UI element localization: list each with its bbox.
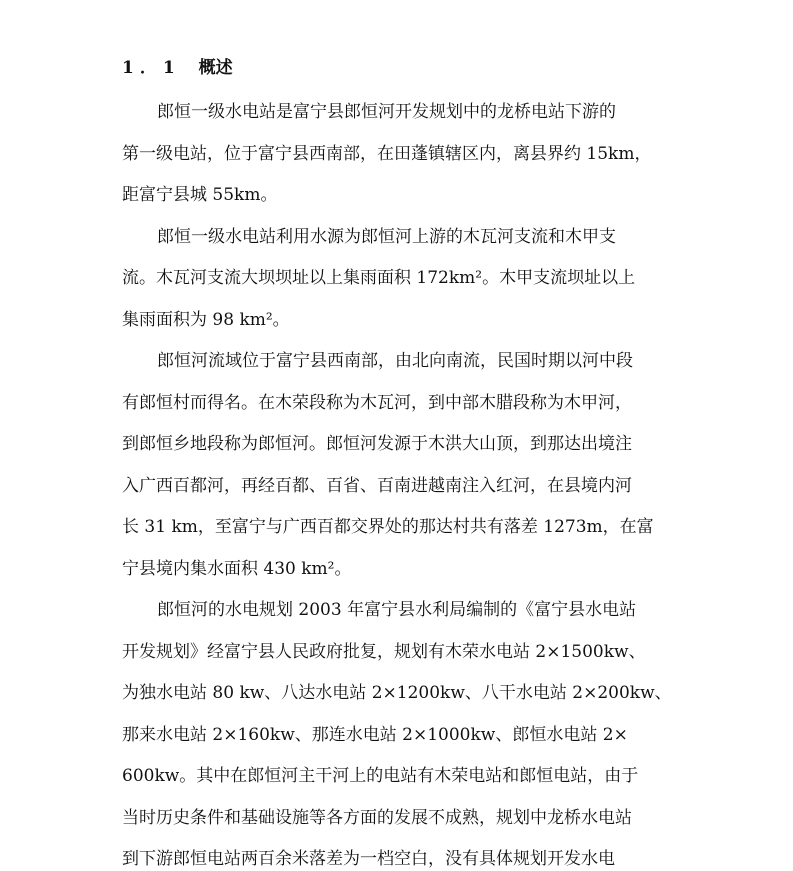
text-line: 到下游郎恒电站两百余米落差为一档空白，没有具体规划开发水电 — [122, 849, 615, 869]
text-line: 距富宁县城 55km。 — [122, 185, 278, 205]
text-line: 开发规划》经富宁县人民政府批复，规划有木荣水电站 2×1500kw、 — [122, 641, 646, 662]
text-line: 有郎恒村而得名。在木荣段称为木瓦河，到中部木腊段称为木甲河， — [122, 392, 632, 413]
text-line: 郎恒河流域位于富宁县西南部，由北向南流，民国时期以河中段 — [157, 351, 633, 371]
text-line: 那来水电站 2×160kw、那连水电站 2×1000kw、郎恒水电站 2× — [122, 724, 628, 745]
text-line: 长 31 km，至富宁与广西百都交界处的那达村共有落差 1273m，在富 — [122, 517, 654, 537]
text-line: 当时历史条件和基础设施等各方面的发展不成熟，规划中龙桥水电站 — [122, 807, 632, 828]
paragraph-3 — [122, 341, 682, 590]
text-line: 郎恒一级水电站利用水源为郎恒河上游的木瓦河支流和木甲支 — [157, 226, 616, 247]
text-line: 到郎恒乡地段称为郎恒河。郎恒河发源于木洪大山顶，到那达出境注 — [122, 434, 632, 454]
section-number: 1．1 — [122, 58, 181, 78]
paragraph-2 — [122, 217, 682, 342]
section-title: 概述 — [198, 58, 233, 78]
paragraph-1 — [122, 92, 682, 217]
text-line: 宁县境内集水面积 430 km²。 — [122, 558, 352, 579]
text-line: 郎恒河的水电规划 2003 年富宁县水利局编制的《富宁县水电站 — [157, 600, 637, 620]
body-text — [122, 92, 682, 871]
text-line: 集雨面积为 98 km²。 — [122, 309, 290, 330]
text-line: 流。木瓦河支流大坝坝址以上集雨面积 172km²。木甲支流坝址以上 — [122, 268, 636, 288]
text-line: 郎恒一级水电站是富宁县郎恒河开发规划中的龙桥电站下游的 — [157, 102, 616, 122]
section-heading — [122, 54, 233, 82]
text-line: 600kw。其中在郎恒河主干河上的电站有木荣电站和郎恒电站，由于 — [122, 766, 639, 786]
paragraph-4 — [122, 590, 682, 871]
text-line: 第一级电站，位于富宁县西南部，在田蓬镇辖区内，离县界约 15km， — [122, 143, 652, 164]
text-line: 入广西百都河，再经百都、百省、百南进越南注入红河，在县境内河 — [122, 475, 632, 496]
text-line: 为独水电站 80 kw、八达水电站 2×1200kw、八干水电站 2×200kw、 — [122, 683, 672, 703]
